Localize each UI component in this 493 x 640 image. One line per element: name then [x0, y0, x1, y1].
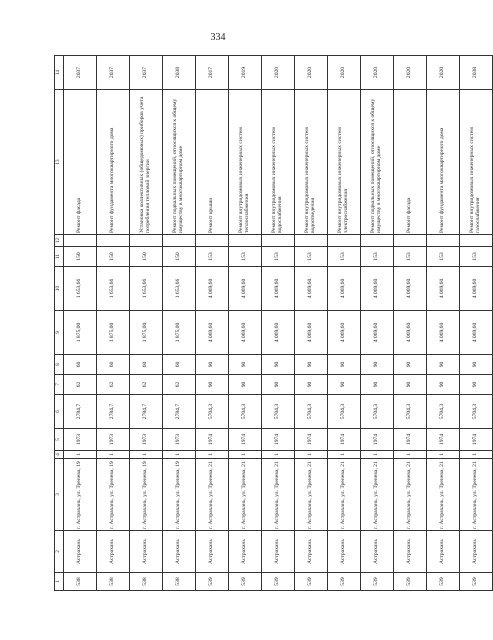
cell-col-1: 539	[295, 573, 328, 591]
cell-col-11: 150	[130, 247, 163, 267]
column-header-12: 12	[55, 235, 64, 247]
cell-col-1: 539	[328, 573, 361, 591]
cell-col-9: 4 069,60	[460, 311, 493, 355]
cell-col-13: Ремонт внутридомовых инженерных систем электроснабжения	[328, 90, 361, 235]
cell-col-4: 1	[394, 451, 427, 459]
cell-col-14: 2020	[295, 56, 328, 90]
table-row	[130, 56, 163, 591]
cell-col-13: Ремонт фундамента многоквартирного дома	[427, 90, 460, 235]
cell-col-4: 1	[163, 451, 196, 459]
cell-col-14: 2037	[130, 56, 163, 90]
cell-col-6: 2784,7	[163, 395, 196, 429]
cell-col-3: г. Астрахань, ул. Тренева, 19	[64, 459, 97, 531]
cell-col-8: 90	[427, 355, 460, 375]
cell-col-2: Астрахань	[97, 531, 130, 573]
cell-col-9: 4 069,60	[427, 311, 460, 355]
cell-col-11: 150	[163, 247, 196, 267]
cell-col-9: 4 069,60	[361, 311, 394, 355]
page-number: 334	[210, 32, 226, 43]
cell-col-14: 2038	[163, 56, 196, 90]
cell-col-2: Астрахань	[229, 531, 262, 573]
cell-col-5: 1973	[130, 429, 163, 451]
cell-col-10: 4 069,60	[460, 267, 493, 311]
cell-col-9: 4 069,60	[262, 311, 295, 355]
cell-col-2: Астрахань	[196, 531, 229, 573]
cell-col-4: 1	[262, 451, 295, 459]
cell-col-10: 4 069,60	[361, 267, 394, 311]
cell-col-7: 62	[130, 375, 163, 395]
cell-col-3: г. Астрахань, ул. Тренева, 19	[163, 459, 196, 531]
cell-col-6: 2784,7	[130, 395, 163, 429]
cell-col-13: Ремонт фасада	[64, 90, 97, 235]
column-header-9: 9	[55, 311, 64, 355]
cell-col-6: 5704,3	[427, 395, 460, 429]
cell-col-14: 2017	[196, 56, 229, 90]
cell-col-11: 150	[64, 247, 97, 267]
cell-col-3: г. Астрахань, ул. Тренева, 21	[196, 459, 229, 531]
cell-col-3: г. Астрахань, ул. Тренева, 21	[229, 459, 262, 531]
cell-col-7: 90	[460, 375, 493, 395]
cell-col-10: 1 653,66	[163, 267, 196, 311]
column-header-2: 2	[55, 531, 64, 573]
table-row	[97, 56, 130, 591]
table-row	[361, 56, 394, 591]
cell-col-4: 1	[229, 451, 262, 459]
cell-col-6: 5704,3	[229, 395, 262, 429]
cell-col-12	[97, 235, 130, 247]
cell-col-13: Ремонт подвальных помещений, относящихся к общему имуществу в многоквартирном доме	[163, 90, 196, 235]
cell-col-6: 5704,3	[361, 395, 394, 429]
table-row	[163, 56, 196, 591]
cell-col-7: 62	[97, 375, 130, 395]
cell-col-12	[394, 235, 427, 247]
cell-col-11: 150	[97, 247, 130, 267]
rotated-table-container	[54, 56, 481, 591]
cell-col-13: Ремонт фасада	[394, 90, 427, 235]
cell-col-5: 1974	[196, 429, 229, 451]
cell-col-5: 1974	[394, 429, 427, 451]
cell-col-13: Ремонт внутридомовых инженерных систем теплоснабжения	[229, 90, 262, 235]
column-header-6: 6	[55, 395, 64, 429]
cell-col-8: 60	[97, 355, 130, 375]
cell-col-3: г. Астрахань, ул. Тренева, 19	[97, 459, 130, 531]
cell-col-14: 2020	[328, 56, 361, 90]
table-row	[460, 56, 493, 591]
cell-col-7: 62	[64, 375, 97, 395]
cell-col-9: 4 069,60	[295, 311, 328, 355]
cell-col-8: 90	[295, 355, 328, 375]
cell-col-13: Ремонт внутридомовых инженерных систем водоотведения	[295, 90, 328, 235]
cell-col-6: 2784,7	[97, 395, 130, 429]
table-row	[64, 56, 97, 591]
column-header-8: 8	[55, 355, 64, 375]
cell-col-4: 1	[295, 451, 328, 459]
cell-col-3: г. Астрахань, ул. Тренева, 21	[262, 459, 295, 531]
cell-col-5: 1974	[229, 429, 262, 451]
cell-col-12	[427, 235, 460, 247]
column-header-5: 5	[55, 429, 64, 451]
cell-col-1: 539	[427, 573, 460, 591]
cell-col-6: 5704,3	[295, 395, 328, 429]
cell-col-3: г. Астрахань, ул. Тренева, 21	[295, 459, 328, 531]
cell-col-11: 153	[394, 247, 427, 267]
cell-col-14: 2020	[361, 56, 394, 90]
cell-col-8: 60	[64, 355, 97, 375]
cell-col-2: Астрахань	[295, 531, 328, 573]
column-header-4: 4	[55, 451, 64, 459]
column-header-10: 10	[55, 267, 64, 311]
cell-col-3: г. Астрахань, ул. Тренева, 21	[460, 459, 493, 531]
cell-col-14: 2020	[262, 56, 295, 90]
cell-col-10: 1 653,66	[64, 267, 97, 311]
cell-col-14: 2038	[460, 56, 493, 90]
cell-col-9: 4 069,60	[229, 311, 262, 355]
cell-col-9: 4 069,60	[196, 311, 229, 355]
cell-col-7: 62	[163, 375, 196, 395]
column-header-7: 7	[55, 375, 64, 395]
cell-col-8: 90	[394, 355, 427, 375]
cell-col-12	[130, 235, 163, 247]
cell-col-13: Ремонт крыши	[196, 90, 229, 235]
cell-col-7: 90	[394, 375, 427, 395]
cell-col-10: 4 069,60	[196, 267, 229, 311]
cell-col-5: 1974	[361, 429, 394, 451]
cell-col-12	[262, 235, 295, 247]
cell-col-8: 90	[196, 355, 229, 375]
cell-col-1: 539	[361, 573, 394, 591]
cell-col-2: Астрахань	[394, 531, 427, 573]
cell-col-14: 2019	[229, 56, 262, 90]
cell-col-12	[361, 235, 394, 247]
cell-col-8: 60	[163, 355, 196, 375]
cell-col-3: г. Астрахань, ул. Тренева, 21	[394, 459, 427, 531]
cell-col-1: 538	[97, 573, 130, 591]
cell-col-8: 90	[361, 355, 394, 375]
cell-col-5: 1974	[460, 429, 493, 451]
cell-col-6: 5704,3	[328, 395, 361, 429]
cell-col-13: Установка коллективных (общедомовых) приборов учета потребления тепловой энергии	[130, 90, 163, 235]
cell-col-9: 1 875,00	[64, 311, 97, 355]
cell-col-1: 539	[460, 573, 493, 591]
cell-col-2: Астрахань	[328, 531, 361, 573]
cell-col-13: Ремонт внутридомовых инженерных систем газоснабжения	[460, 90, 493, 235]
cell-col-11: 153	[328, 247, 361, 267]
table-row	[229, 56, 262, 591]
column-header-3: 3	[55, 459, 64, 531]
cell-col-5: 1974	[427, 429, 460, 451]
cell-col-1: 539	[229, 573, 262, 591]
cell-col-4: 1	[130, 451, 163, 459]
cell-col-12	[328, 235, 361, 247]
cell-col-10: 4 069,60	[394, 267, 427, 311]
cell-col-12	[229, 235, 262, 247]
cell-col-11: 153	[229, 247, 262, 267]
cell-col-4: 1	[460, 451, 493, 459]
cell-col-14: 2020	[427, 56, 460, 90]
cell-col-11: 153	[460, 247, 493, 267]
cell-col-10: 4 069,60	[328, 267, 361, 311]
cell-col-7: 90	[361, 375, 394, 395]
cell-col-4: 1	[427, 451, 460, 459]
cell-col-12	[460, 235, 493, 247]
cell-col-4: 1	[361, 451, 394, 459]
cell-col-6: 5704,3	[394, 395, 427, 429]
cell-col-7: 90	[229, 375, 262, 395]
cell-col-13: Ремонт фундамента многоквартирного дома	[97, 90, 130, 235]
cell-col-4: 1	[97, 451, 130, 459]
cell-col-10: 4 069,60	[295, 267, 328, 311]
cell-col-10: 1 653,66	[97, 267, 130, 311]
column-header-1: 1	[55, 573, 64, 591]
cell-col-2: Астрахань	[427, 531, 460, 573]
cell-col-4: 1	[328, 451, 361, 459]
cell-col-11: 153	[196, 247, 229, 267]
cell-col-6: 5704,3	[460, 395, 493, 429]
cell-col-2: Астрахань	[130, 531, 163, 573]
cell-col-10: 1 653,66	[130, 267, 163, 311]
cell-col-12	[163, 235, 196, 247]
cell-col-5: 1973	[97, 429, 130, 451]
cell-col-2: Астрахань	[361, 531, 394, 573]
table-row	[196, 56, 229, 591]
cell-col-11: 153	[427, 247, 460, 267]
cell-col-7: 90	[196, 375, 229, 395]
cell-col-5: 1973	[163, 429, 196, 451]
cell-col-3: г. Астрахань, ул. Тренева, 19	[130, 459, 163, 531]
cell-col-14: 2037	[64, 56, 97, 90]
cell-col-2: Астрахань	[64, 531, 97, 573]
cell-col-12	[295, 235, 328, 247]
cell-col-13: Ремонт подвальных помещений, относящихся к общему имуществу в многоквартирном доме	[361, 90, 394, 235]
cell-col-11: 153	[262, 247, 295, 267]
cell-col-10: 4 069,60	[229, 267, 262, 311]
cell-col-5: 1974	[295, 429, 328, 451]
cell-col-8: 90	[460, 355, 493, 375]
table-row	[394, 56, 427, 591]
cell-col-9: 1 875,00	[163, 311, 196, 355]
cell-col-1: 539	[196, 573, 229, 591]
cell-col-14: 2020	[394, 56, 427, 90]
cell-col-5: 1974	[262, 429, 295, 451]
repair-register-table	[54, 55, 493, 591]
cell-col-13: Ремонт внутридомовых инженерных систем водоснабжения	[262, 90, 295, 235]
cell-col-8: 90	[229, 355, 262, 375]
cell-col-1: 539	[394, 573, 427, 591]
cell-col-8: 90	[328, 355, 361, 375]
cell-col-3: г. Астрахань, ул. Тренева, 21	[328, 459, 361, 531]
table-row	[427, 56, 460, 591]
cell-col-11: 153	[295, 247, 328, 267]
cell-col-11: 153	[361, 247, 394, 267]
column-header-13: 13	[55, 90, 64, 235]
cell-col-4: 1	[64, 451, 97, 459]
column-number-row	[55, 56, 64, 591]
cell-col-1: 538	[130, 573, 163, 591]
cell-col-12	[196, 235, 229, 247]
cell-col-8: 90	[262, 355, 295, 375]
table-row	[295, 56, 328, 591]
table-row	[328, 56, 361, 591]
cell-col-9: 4 069,60	[394, 311, 427, 355]
column-header-14: 14	[55, 56, 64, 90]
cell-col-3: г. Астрахань, ул. Тренева, 21	[427, 459, 460, 531]
cell-col-1: 538	[64, 573, 97, 591]
cell-col-6: 2784,7	[64, 395, 97, 429]
cell-col-1: 538	[163, 573, 196, 591]
cell-col-9: 4 069,60	[328, 311, 361, 355]
cell-col-7: 90	[295, 375, 328, 395]
cell-col-7: 90	[328, 375, 361, 395]
cell-col-1: 539	[262, 573, 295, 591]
cell-col-8: 60	[130, 355, 163, 375]
cell-col-9: 1 875,00	[97, 311, 130, 355]
cell-col-4: 1	[196, 451, 229, 459]
cell-col-2: Астрахань	[460, 531, 493, 573]
table-row	[262, 56, 295, 591]
cell-col-5: 1974	[328, 429, 361, 451]
table-body	[55, 56, 493, 591]
cell-col-3: г. Астрахань, ул. Тренева, 21	[361, 459, 394, 531]
column-header-11: 11	[55, 247, 64, 267]
cell-col-2: Астрахань	[163, 531, 196, 573]
cell-col-7: 90	[427, 375, 460, 395]
cell-col-2: Астрахань	[262, 531, 295, 573]
cell-col-5: 1973	[64, 429, 97, 451]
cell-col-14: 2037	[97, 56, 130, 90]
cell-col-7: 90	[262, 375, 295, 395]
cell-col-6: 5704,3	[262, 395, 295, 429]
cell-col-10: 4 069,60	[262, 267, 295, 311]
cell-col-10: 4 069,60	[427, 267, 460, 311]
cell-col-6: 5704,3	[196, 395, 229, 429]
cell-col-9: 1 875,00	[130, 311, 163, 355]
cell-col-12	[64, 235, 97, 247]
